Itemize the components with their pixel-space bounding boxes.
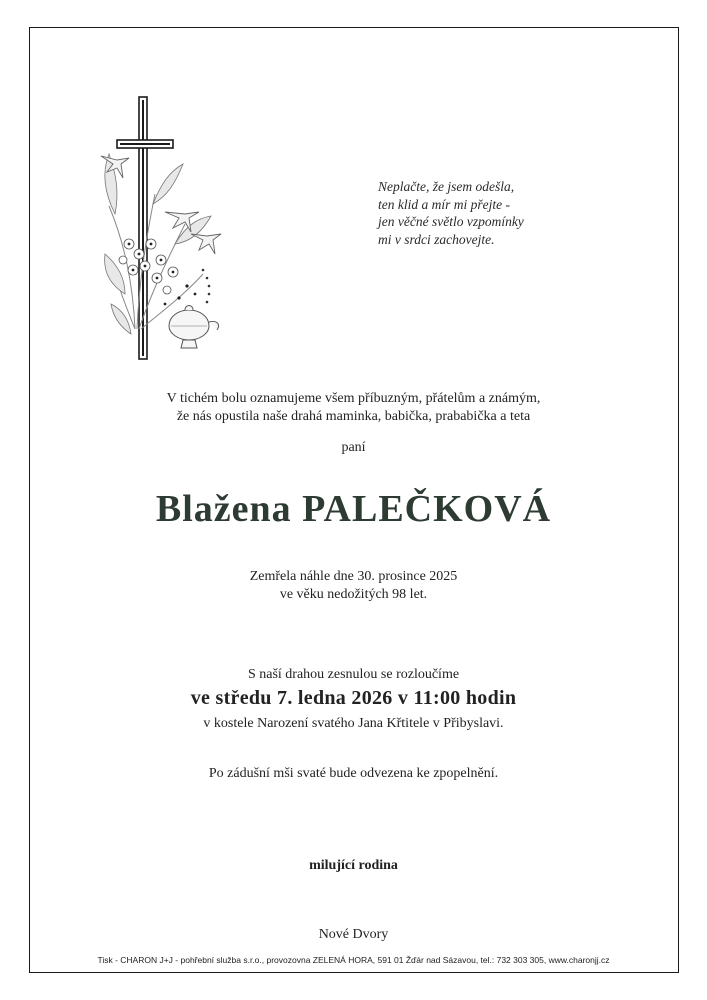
- poem-line: jen věčné světlo vzpomínky: [378, 214, 524, 229]
- poem-line: Neplačte, že jsem odešla,: [378, 179, 515, 194]
- poem-line: ten klid a mír mi přejte -: [378, 196, 510, 212]
- deceased-name: Blažena PALEČKOVÁ: [155, 488, 552, 530]
- cross-with-lilies-and-urn-icon: [95, 94, 225, 362]
- death-info: [0, 568, 707, 604]
- announcement-line-1: V tichém bolu oznamujeme všem příbuzným, přátelům a známým,: [166, 391, 541, 406]
- poem: [378, 178, 608, 248]
- death-date: Zemřela náhle dne 30. prosince 2025: [249, 569, 458, 584]
- age-line: ve věku nedožitých 98 let.: [279, 587, 428, 602]
- family-signature: milující rodina: [309, 858, 398, 873]
- ceremony-date: ve středu 7. ledna 2026 v 11:00 hodin: [190, 687, 517, 709]
- place-name: Nové Dvory: [318, 927, 389, 942]
- poem-line: mi v srdci zachovejte.: [378, 231, 495, 247]
- announcement-line-2: že nás opustila naše drahá maminka, babička, prababička a teta: [176, 409, 531, 424]
- announcement-text: [0, 390, 707, 426]
- ceremony-place: v kostele Narození svatého Jana Křtitele v Přibyslavi.: [203, 716, 504, 731]
- ceremony-intro: S naší drahou zesnulou se rozloučíme: [247, 667, 460, 682]
- salutation: paní: [341, 440, 366, 455]
- printer-footer: Tisk - CHARON J+J - pohřební služba s.r.o., provozovna ZELENÁ HORA, 591 01 Žďár nad Sázavou, tel.: 732 303 305, www.charonjj.cz: [97, 955, 610, 965]
- after-mass-note: Po zádušní mši svaté bude odvezena ke zpopelnění.: [208, 766, 499, 781]
